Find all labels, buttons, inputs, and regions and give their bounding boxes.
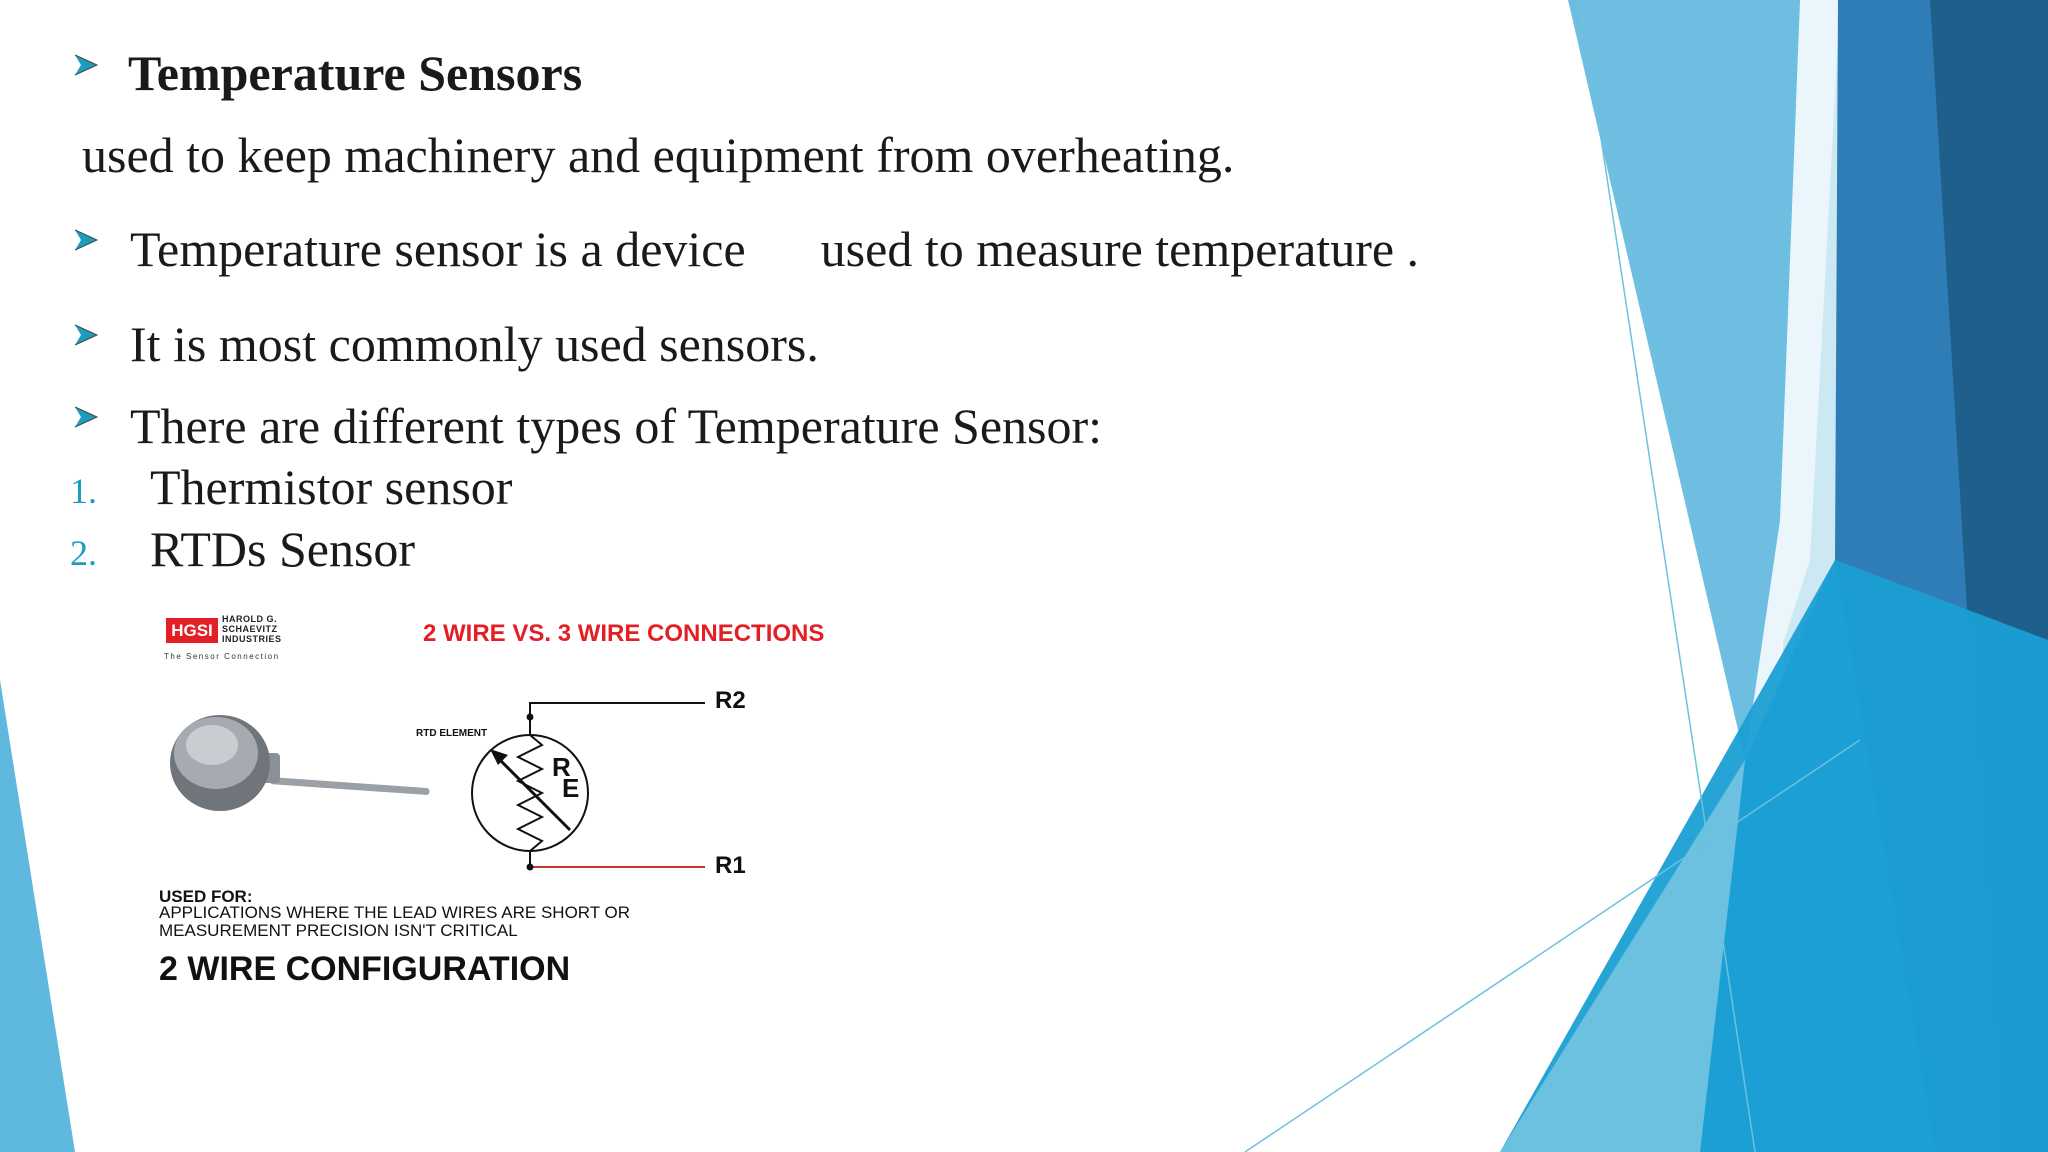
rtd-wiring-figure bbox=[150, 605, 850, 1005]
r1-label: R1 bbox=[715, 852, 746, 879]
arrow-bullet-icon bbox=[73, 404, 99, 430]
hgsi-logo: HGSI bbox=[166, 618, 218, 643]
arrow-bullet-icon bbox=[73, 227, 99, 253]
slide-title: Temperature Sensors bbox=[128, 45, 583, 101]
bullet-3: There are different types of Temperature Sensor: bbox=[130, 398, 1103, 454]
configuration-label: 2 WIRE CONFIGURATION bbox=[159, 950, 571, 988]
symbol-r-label: R bbox=[552, 752, 571, 782]
intro-text: used to keep machinery and equipment from overheating. bbox=[82, 127, 1235, 183]
bullet-2: It is most commonly used sensors. bbox=[130, 316, 819, 372]
logo-company-name: HAROLD G. SCHAEVITZ INDUSTRIES bbox=[222, 614, 282, 644]
arrow-bullet-icon bbox=[73, 322, 99, 348]
symbol-e-label: E bbox=[562, 773, 580, 803]
list-item-2: RTDs Sensor bbox=[150, 521, 416, 577]
list-number-1: 1. bbox=[70, 471, 97, 511]
figure-title: 2 WIRE VS. 3 WIRE CONNECTIONS bbox=[423, 620, 825, 647]
list-number-2: 2. bbox=[70, 533, 97, 573]
rtd-element-label: RTD ELEMENT bbox=[416, 728, 488, 739]
rtd-sensor-probe-icon bbox=[170, 715, 430, 811]
rtd-diagram bbox=[150, 605, 850, 1005]
used-for-description: APPLICATIONS WHERE THE LEAD WIRES ARE SHORT OR MEASUREMENT PRECISION ISN'T CRITICAL bbox=[159, 903, 631, 940]
arrow-bullet-icon bbox=[73, 52, 99, 78]
bullet-1: Temperature sensor is a device used to measure temperature . bbox=[130, 221, 1420, 277]
logo-tagline: The Sensor Connection bbox=[164, 652, 280, 661]
r2-label: R2 bbox=[715, 687, 746, 714]
used-for-heading: USED FOR: bbox=[159, 887, 253, 906]
list-item-1: Thermistor sensor bbox=[150, 459, 513, 515]
